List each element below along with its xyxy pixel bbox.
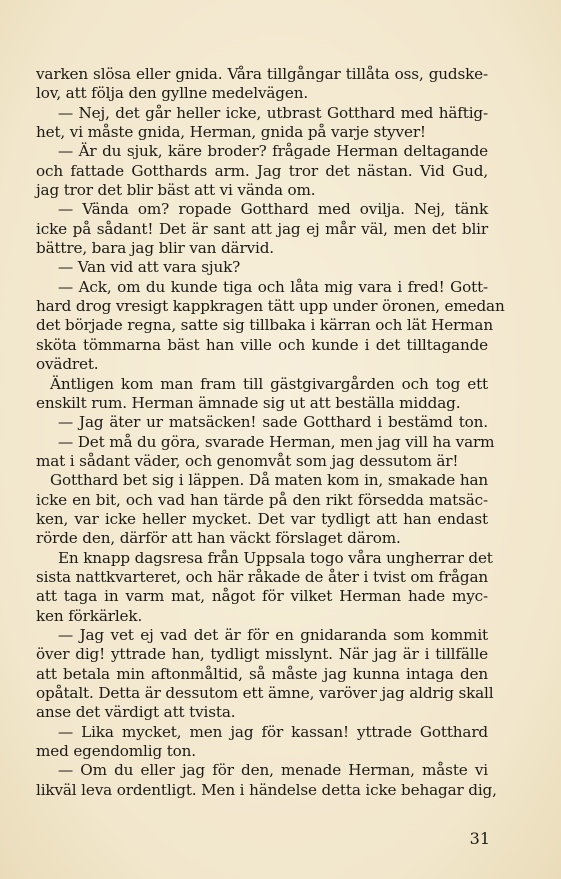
text-line: att taga in varm mat, något för vilket Herman hade myc- (36, 587, 488, 606)
text-line: — Är du sjuk, käre broder? frågade Herman deltagande (58, 142, 488, 161)
text-line: ken, var icke heller mycket. Det var tydligt att han endast (36, 509, 488, 528)
text-line: — Jag vet ej vad det är för en gnidaranda som kommit (58, 625, 488, 644)
text-line: icke på sådant! Det är sant att jag ej mår väl, men det blir (36, 219, 488, 238)
text-line: att betala min aftonmåltid, så måste jag kunna intaga den (36, 664, 488, 683)
text-line: opåtalt. Detta är dessutom ett ämne, varöver jag aldrig skall (36, 684, 494, 702)
text-line: med egendomlig ton. (36, 742, 196, 761)
text-line: — Van vid att vara sjuk? (58, 258, 241, 277)
text-line: bättre, bara jag blir van därvid. (36, 239, 274, 258)
text-line: — Nej, det går heller icke, utbrast Gotthard med häftig- (58, 103, 488, 122)
text-line: likväl leva ordentligt. Men i händelse detta icke behagar dig, (36, 780, 497, 799)
text-line: sköta tömmarna bäst han ville och kunde i det tilltagande (36, 335, 488, 354)
text-line: mat i sådant väder, och genomvåt som jag dessutom är! (36, 451, 459, 470)
text-line: Äntligen kom man fram till gästgivargården och tog ett (50, 374, 488, 393)
text-line: het, vi måste gnida, Herman, gnida på varje styver! (36, 123, 426, 142)
text-line: rörde den, därför att han väckt förslaget därom. (36, 529, 401, 548)
text-line: anse det värdigt att tvista. (36, 703, 236, 722)
text-line: lov, att följa den gyllne medelvägen. (36, 84, 309, 103)
text-line: — Ack, om du kunde tiga och låta mig vara i fred! Gott- (58, 277, 488, 296)
text-line: — Vända om? ropade Gotthard med ovilja. Nej, tänk (58, 200, 488, 219)
text-line: icke en bit, och vad han tärde på den rikt försedda matsäc- (36, 490, 488, 509)
text-line: jag tror det blir bäst att vi vända om. (36, 181, 316, 200)
text-line: ovädret. (36, 355, 99, 374)
text-line: ken förkärlek. (36, 606, 143, 625)
page-number: 31 (469, 829, 490, 848)
text-line: sista nattkvarteret, och här råkade de åter i tvist om frågan (36, 567, 488, 586)
text-line: varken slösa eller gnida. Våra tillgångar tillåta oss, gudske- (36, 65, 488, 83)
text-line: — Lika mycket, men jag för kassan! yttrade Gotthard (58, 722, 488, 741)
text-line: hard drog vresigt kappkragen tätt upp under öronen, emedan (36, 297, 505, 316)
text-line: enskilt rum. Herman ämnade sig ut att beställa middag. (36, 393, 461, 412)
text-line: över dig! yttrade han, tydligt misslynt. När jag är i tillfälle (36, 645, 488, 664)
text-line: och fattade Gotthards arm. Jag tror det nästan. Vid Gud, (36, 161, 488, 180)
body-text (36, 65, 505, 800)
text-line: det började regna, satte sig tillbaka i kärran och lät Herman (36, 316, 493, 335)
text-line: — Om du eller jag för den, menade Herman, måste vi (58, 761, 488, 780)
text-line: En knapp dagsresa från Uppsala togo våra ungherrar det (58, 548, 493, 567)
text-line: — Det må du göra, svarade Herman, men jag vill ha varm (58, 432, 495, 451)
text-line: Gotthard bet sig i läppen. Då maten kom in, smakade han (50, 471, 488, 490)
text-line: — Jag äter ur matsäcken! sade Gotthard i bestämd ton. (58, 413, 488, 432)
